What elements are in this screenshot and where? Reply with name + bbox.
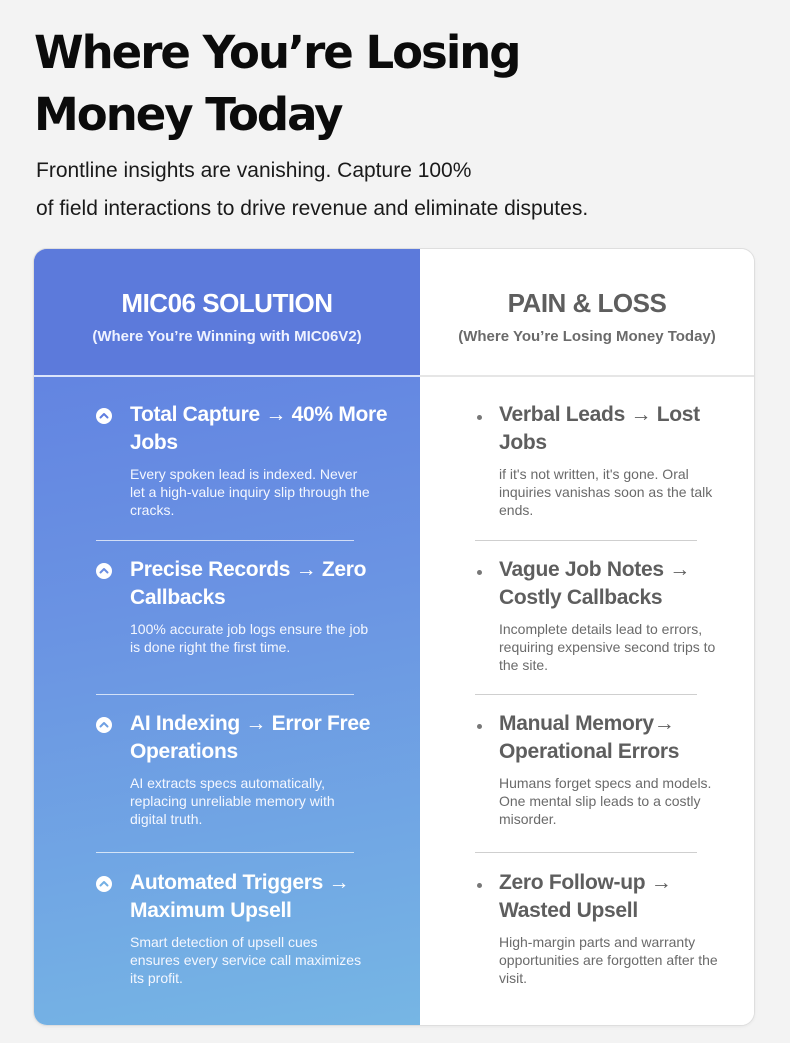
solution-item-title: Automated Triggers → Maximum Upsell: [130, 871, 350, 922]
chevron-up-circle-icon: [96, 408, 112, 424]
solution-item-desc: Every spoken lead is indexed. Never let a high-value inquiry slip through the cracks.: [130, 466, 370, 518]
solution-item-desc: AI extracts specs automatically, replacing unreliable memory with digital truth.: [130, 775, 335, 827]
pain-item-title: Verbal Leads → Lost Jobs: [499, 403, 700, 454]
pain-title: PAIN & LOSS: [507, 288, 667, 318]
solution-title: MIC06 SOLUTION: [121, 288, 333, 318]
pain-item-desc: if it's not written, it's gone. Oral inquiries vanishas soon as the talk ends.: [499, 466, 713, 518]
pain-divider: [475, 694, 697, 695]
solution-item-title: Precise Records → Zero Callbacks: [130, 558, 367, 609]
solution-header-divider: [34, 375, 420, 377]
solution-column: [34, 249, 420, 1025]
bullet-icon: [477, 724, 482, 729]
pain-item-title: Vague Job Notes → Costly Callbacks: [499, 558, 690, 609]
pain-header: [420, 249, 754, 375]
solution-item-title: Total Capture → 40% More Jobs: [130, 403, 388, 454]
solution-divider: [96, 540, 354, 541]
chevron-up-circle-icon: [96, 876, 112, 892]
pain-item-desc: Incomplete details lead to errors, requiring expensive second trips to the site.: [499, 621, 716, 673]
pain-item-desc: High-margin parts and warranty opportunities are forgotten after the visit.: [499, 934, 718, 986]
page-title: [34, 22, 754, 146]
bullet-icon: [477, 415, 482, 420]
page-subtitle-line-2: of field interactions to drive revenue and eliminate disputes.: [36, 197, 589, 220]
bullet-icon: [477, 883, 482, 888]
pain-divider: [475, 540, 697, 541]
page-title-line-1: Where You’re Losing: [34, 26, 520, 79]
solution-item-desc: Smart detection of upsell cues ensures every service call maximizes its profit.: [130, 934, 362, 986]
solution-divider: [96, 852, 354, 853]
pain-item-title: Manual Memory→ Operational Errors: [499, 712, 680, 763]
pain-subtitle: (Where You’re Losing Money Today): [458, 328, 716, 345]
chevron-up-circle-icon: [96, 717, 112, 733]
solution-item-desc: 100% accurate job logs ensure the job is done right the first time.: [130, 621, 369, 655]
page-subtitle-line-1: Frontline insights are vanishing. Capture 100%: [36, 159, 472, 182]
pain-divider: [475, 852, 697, 853]
chevron-up-circle-icon: [96, 563, 112, 579]
pain-item-desc: Humans forget specs and models. One mental slip leads to a costly misorder.: [499, 775, 712, 827]
pain-header-divider: [420, 375, 754, 377]
solution-subtitle: (Where You’re Winning with MIC06V2): [92, 328, 362, 345]
bullet-icon: [477, 570, 482, 575]
solution-divider: [96, 694, 354, 695]
page-subtitle: [36, 152, 756, 228]
solution-item-title: AI Indexing → Error Free Operations: [130, 712, 371, 763]
page-title-line-2: Money Today: [34, 88, 342, 141]
comparison-card: [33, 248, 755, 1026]
pain-column: [420, 249, 754, 1025]
solution-header: [34, 249, 420, 375]
pain-item-title: Zero Follow-up → Wasted Upsell: [499, 871, 672, 922]
